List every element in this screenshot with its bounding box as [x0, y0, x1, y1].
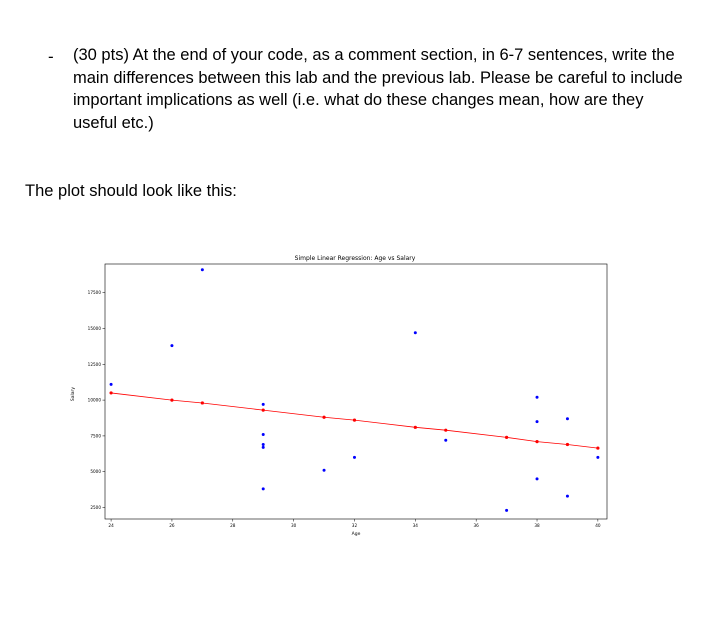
- regression-point: [201, 401, 204, 404]
- data-point: [262, 487, 265, 490]
- regression-point: [535, 440, 538, 443]
- question-text: (30 pts) At the end of your code, as a comment section, in 6-7 sentences, write the main differences between this lab and the previous lab. Please be careful to include important implications as well (i.e. what do these changes mean, how are they useful etc.): [73, 46, 683, 132]
- regression-plot: [40, 245, 670, 545]
- chart-title: Simple Linear Regression: Age vs Salary: [294, 255, 416, 262]
- regression-point: [170, 398, 173, 401]
- y-tick-label: 15000: [87, 325, 101, 331]
- regression-point: [262, 409, 265, 412]
- plot-area: [105, 264, 607, 519]
- data-point: [323, 469, 326, 472]
- x-tick-label: 32: [351, 523, 358, 528]
- regression-point: [353, 419, 356, 422]
- regression-point: [566, 443, 569, 446]
- data-point: [536, 420, 539, 423]
- data-point: [536, 396, 539, 399]
- data-points-layer: [110, 268, 600, 512]
- data-point: [262, 403, 265, 406]
- data-point: [110, 383, 113, 386]
- data-point: [262, 446, 265, 449]
- data-point: [353, 456, 356, 459]
- data-point: [566, 417, 569, 420]
- x-tick-label: 36: [473, 523, 479, 528]
- regression-point: [596, 446, 599, 449]
- regression-point: [505, 436, 508, 439]
- intro-text: The plot should look like this:: [25, 182, 237, 200]
- x-tick-label: 26: [169, 523, 175, 528]
- x-tick-label: 38: [534, 523, 540, 528]
- data-point: [414, 331, 417, 334]
- x-tick-label: 28: [230, 523, 236, 528]
- x-axis-ticks: [108, 519, 600, 528]
- data-point: [201, 268, 204, 271]
- data-point: [596, 456, 599, 459]
- data-point: [444, 439, 447, 442]
- data-point: [536, 477, 539, 480]
- regression-point: [322, 416, 325, 419]
- x-axis-label: Age: [351, 532, 361, 537]
- y-axis-ticks: [88, 290, 105, 510]
- y-tick-label: 17500: [87, 290, 101, 296]
- regression-point: [444, 429, 447, 432]
- y-tick-label: 7500: [90, 433, 101, 439]
- y-axis-label: Salary: [71, 386, 76, 402]
- data-point: [262, 433, 265, 436]
- y-tick-label: 10000: [87, 397, 101, 403]
- x-tick-label: 24: [108, 523, 114, 528]
- data-point: [170, 344, 173, 347]
- regression-point: [109, 391, 112, 394]
- y-tick-label: 5000: [90, 469, 101, 475]
- x-tick-label: 34: [412, 523, 418, 528]
- y-tick-label: 2500: [90, 505, 101, 511]
- regression-line-layer: [109, 391, 599, 449]
- x-tick-label: 30: [290, 523, 297, 528]
- data-point: [505, 509, 508, 512]
- regression-point: [414, 426, 417, 429]
- data-point: [262, 443, 265, 446]
- data-point: [566, 495, 569, 498]
- x-tick-label: 40: [595, 523, 601, 528]
- bullet-marker: -: [48, 47, 54, 66]
- y-tick-label: 12500: [87, 361, 101, 367]
